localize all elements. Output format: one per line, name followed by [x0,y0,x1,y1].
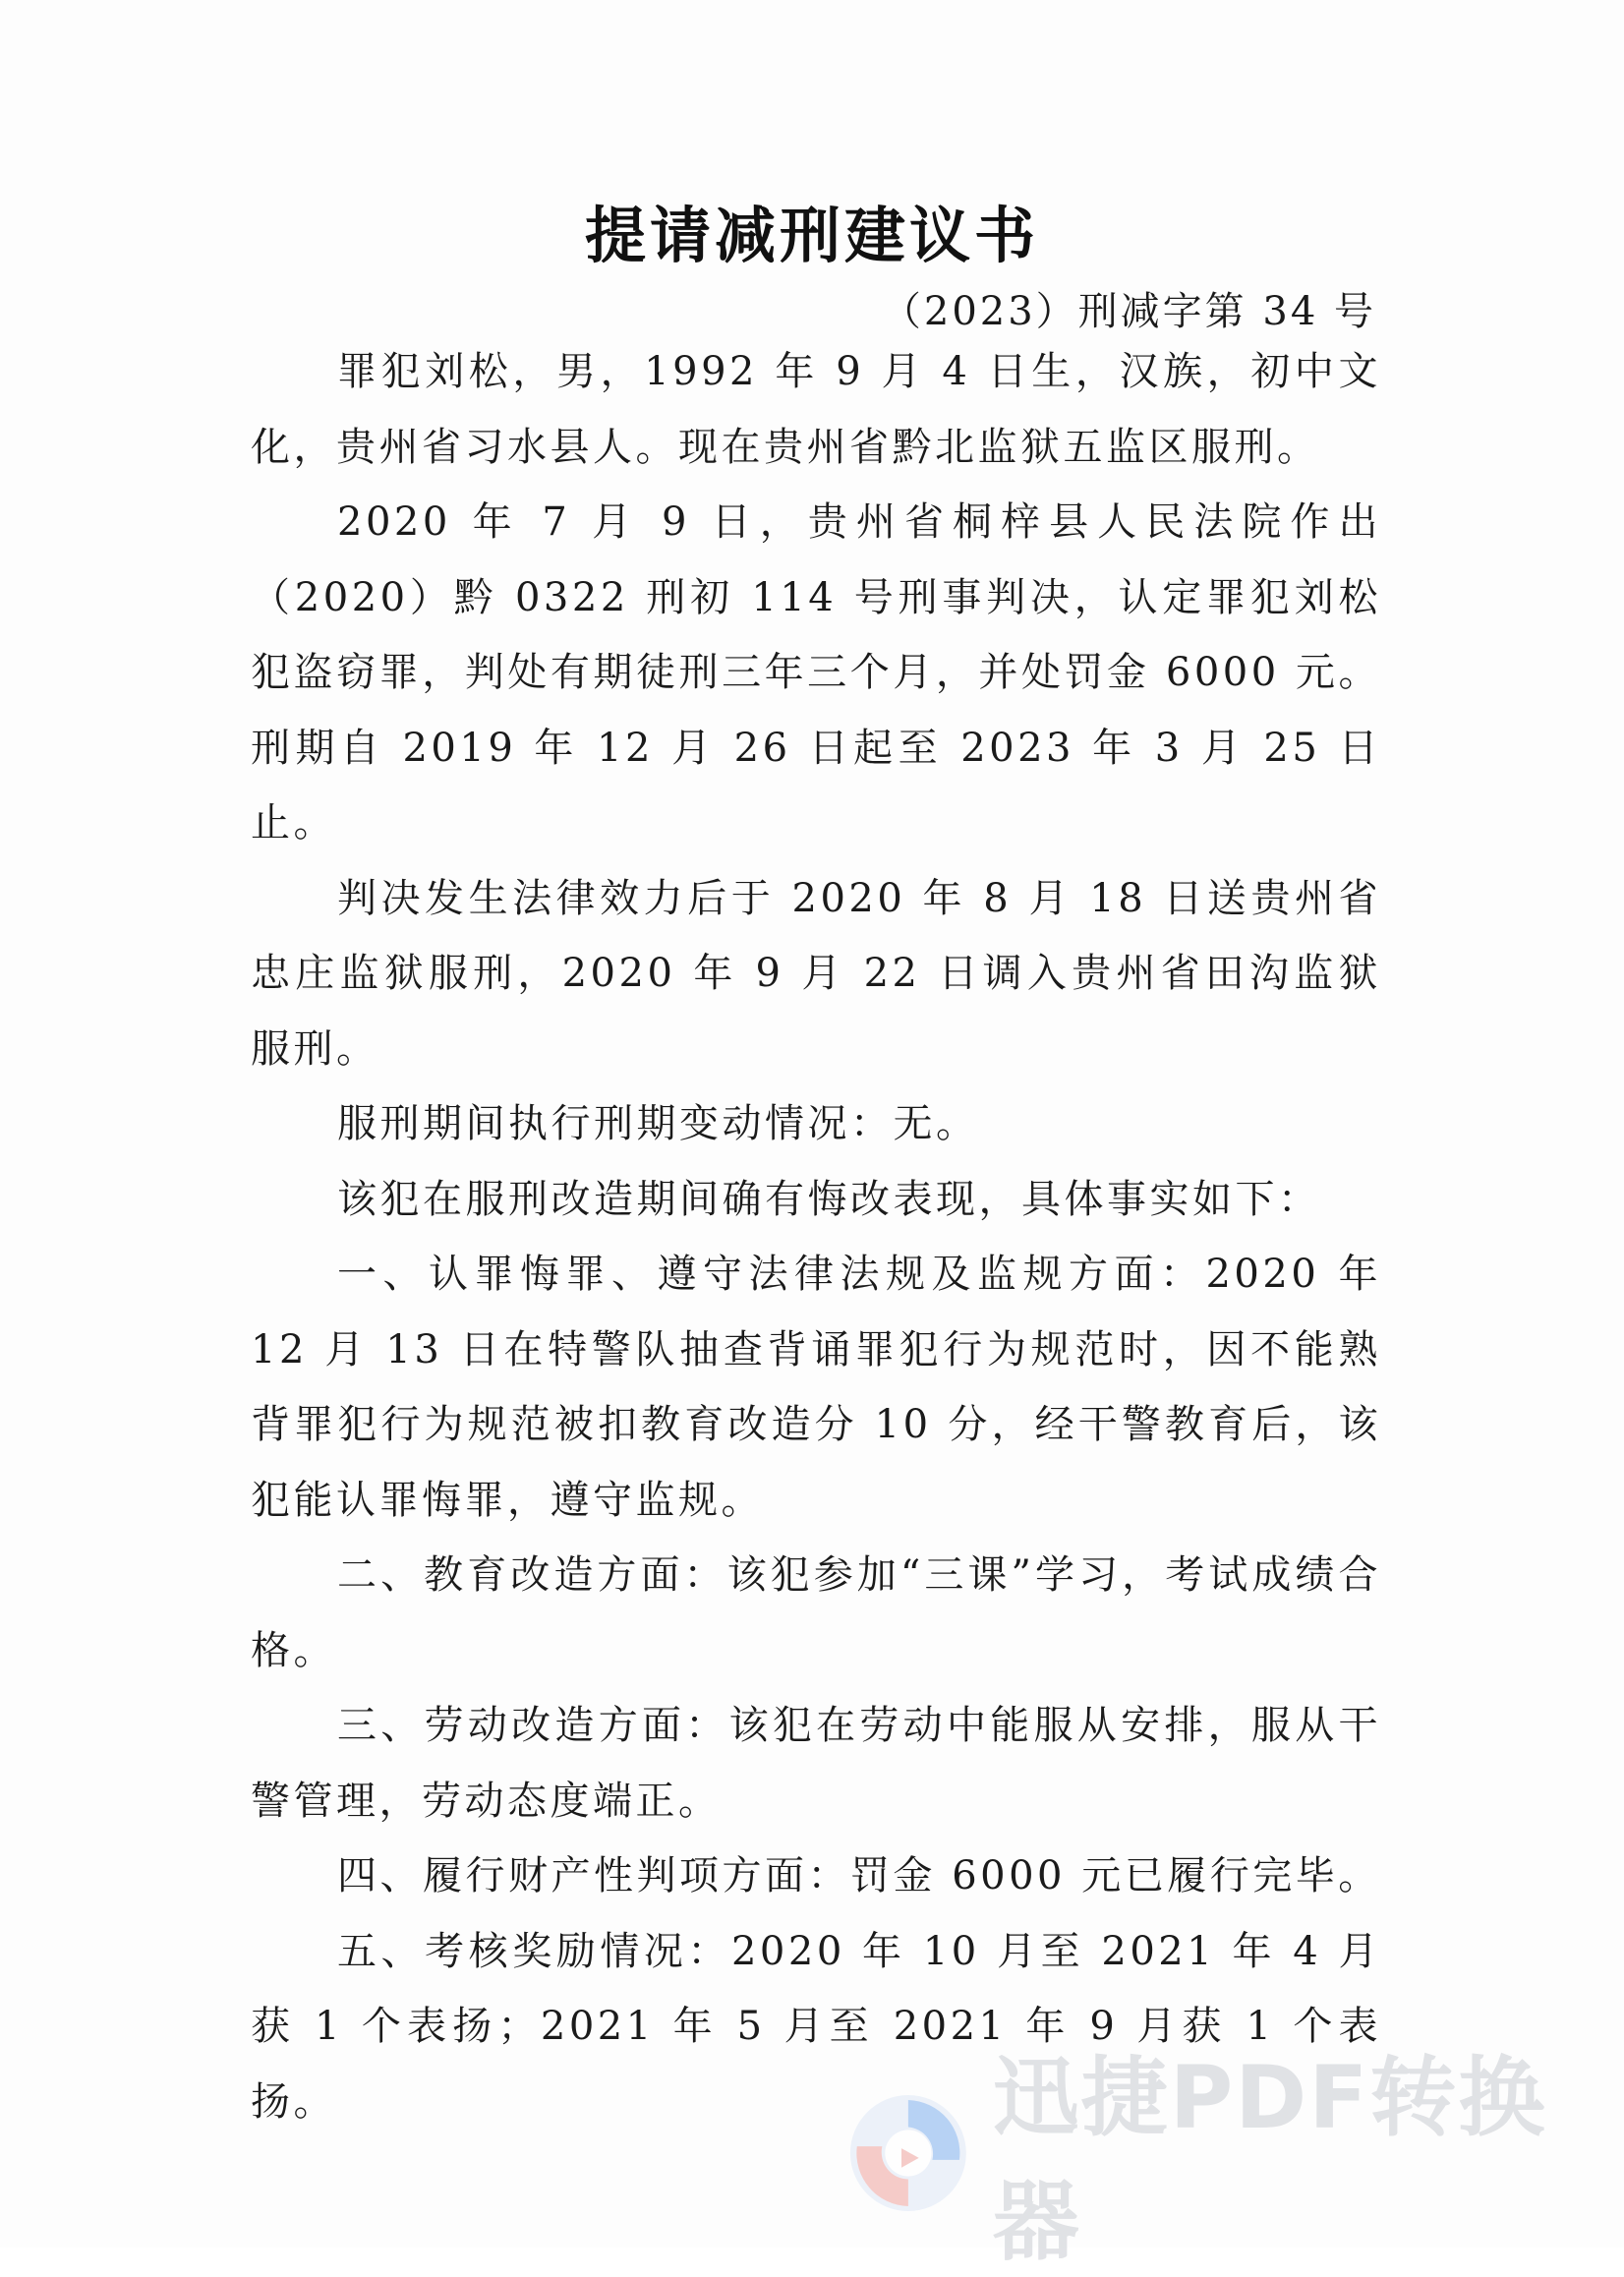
pdf-converter-logo-icon [845,2089,971,2217]
paragraph-judgment: 2020 年 7 月 9 日，贵州省桐梓县人民法院作出（2020）黔 0322 刑初 114 号刑事判决，认定罪犯刘松犯盗窃罪，判处有期徒刑三年三个月，并处罚金 6000 元。刑期自 2019 年 12 月 26 日起至 2023 年 3 月 25 日止。 [251,499,1381,846]
document-title: 提请减刑建议书 [584,200,1039,271]
document-number: （2023）刑减字第 34 号 [881,289,1376,334]
paragraph-item-1: 一、认罪悔罪、遵守法律法规及监规方面：2020 年 12 月 13 日在特警队抽查背诵罪犯行为规范时，因不能熟背罪犯行为规范被扣教育改造分 10 分，经干警教育后，该犯能认罪悔罪，遵守监规。 [251,1252,1381,1523]
paragraph-sentence-change: 服刑期间执行刑期变动情况：无。 [337,1101,979,1146]
document-body [251,334,1381,2139]
paragraph-item-4: 四、履行财产性判项方面：罚金 6000 元已履行完毕。 [337,1853,1381,1898]
paragraph-item-5: 五、考核奖励情况：2020 年 10 月至 2021 年 4 月获 1 个表扬；2021 年 5 月至 2021 年 9 月获 1 个表扬。 [251,1928,1381,2125]
watermark-text: 迅捷PDF转换器 [992,2047,1547,2272]
paragraph-facts-intro: 该犯在服刑改造期间确有悔改表现，具体事实如下： [337,1176,1321,1222]
paragraph-criminal-info: 罪犯刘松，男，1992 年 9 月 4 日生，汉族，初中文化，贵州省习水县人。现在贵州省黔北监狱五监区服刑。 [251,349,1381,470]
paragraph-item-3: 三、劳动改造方面：该犯在劳动中能服从安排，服从干警管理，劳动态度端正。 [251,1703,1381,1824]
paragraph-item-2: 二、教育改造方面：该犯参加“三课”学习，考试成绩合格。 [251,1552,1381,1673]
paragraph-transfer: 判决发生法律效力后于 2020 年 8 月 18 日送贵州省忠庄监狱服刑，2020 年 9 月 22 日调入贵州省田沟监狱服刑。 [251,875,1381,1072]
watermark [845,2047,1624,2272]
